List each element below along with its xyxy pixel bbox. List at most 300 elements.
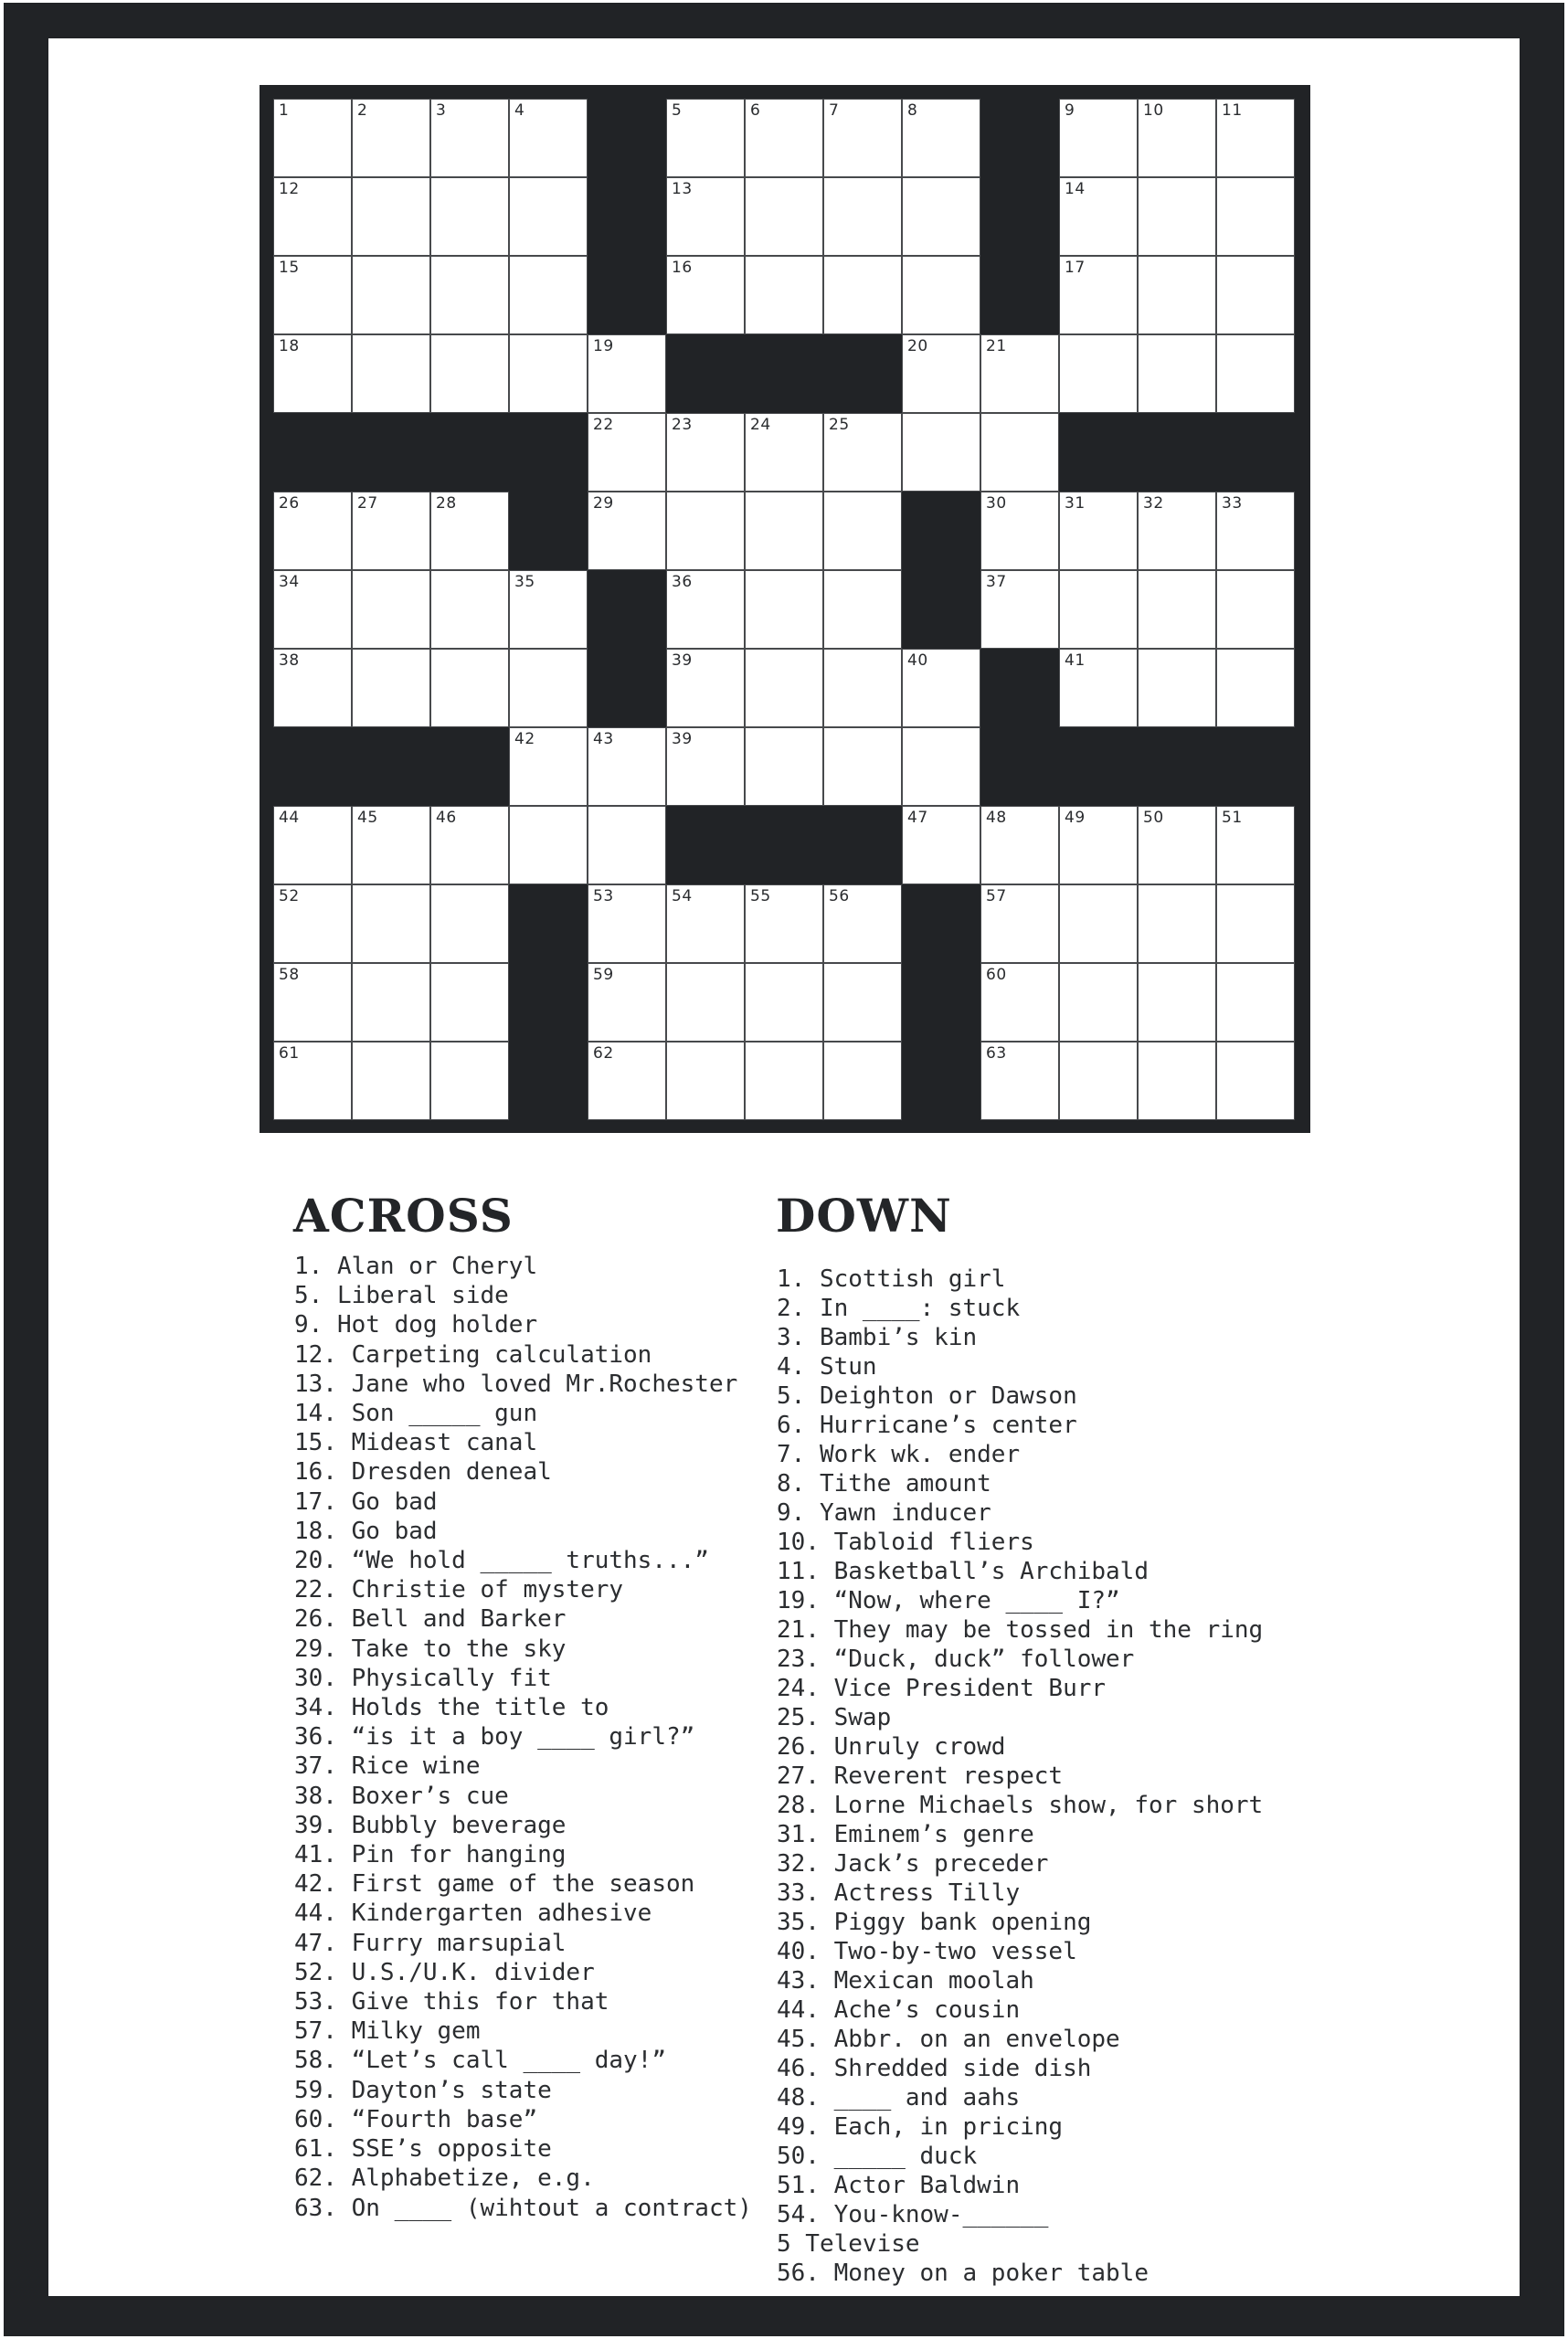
down-clue: 5 Televise [777,2230,920,2258]
grid-cell-r10c2[interactable] [352,806,430,884]
across-clue: 13. Jane who loved Mr.Rochester [294,1370,738,1398]
cell-number: 18 [279,337,300,355]
grid-cell-r8c9[interactable] [902,649,980,727]
grid-cell-r8c12[interactable] [1138,649,1216,727]
grid-cell-r4c11[interactable] [1059,334,1138,413]
grid-cell-r5c7[interactable] [745,413,823,492]
grid-cell-r11c6[interactable] [666,884,745,963]
cell-number: 51 [1222,809,1243,827]
cell-number: 44 [279,809,300,827]
grid-cell-r2c11[interactable] [1059,177,1138,256]
cell-number: 38 [279,651,300,670]
down-clue: 35. Piggy bank opening [777,1909,1092,1936]
grid-cell-r3c3[interactable] [430,256,509,334]
grid-cell-r4c10[interactable] [980,334,1059,413]
black-cell-r5c12 [1138,413,1216,492]
grid-cell-r4c1[interactable] [273,334,352,413]
grid-cell-r13c5[interactable] [588,1042,666,1120]
cell-number: 42 [514,730,535,748]
grid-cell-r3c1[interactable] [273,256,352,334]
down-clue: 46. Shredded side dish [777,2055,1092,2082]
grid-cell-r1c12[interactable] [1138,99,1216,177]
down-clue: 32. Jack’s preceder [777,1850,1049,1878]
grid-cell-r12c12[interactable] [1138,963,1216,1042]
down-clue: 45. Abbr. on an envelope [777,2026,1120,2053]
grid-cell-r11c10[interactable] [980,884,1059,963]
cell-number: 31 [1065,494,1086,513]
grid-cell-r6c13[interactable] [1216,492,1295,570]
across-clue: 36. “is it a boy ____ girl?” [294,1723,695,1752]
black-cell-r7c5 [588,570,666,649]
grid-cell-r3c9[interactable] [902,256,980,334]
cell-number: 62 [593,1044,614,1063]
black-cell-r6c4 [509,492,588,570]
down-clue: 8. Tithe amount [777,1470,991,1498]
down-clue: 24. Vice President Burr [777,1675,1107,1702]
cell-number: 57 [986,887,1007,905]
cell-number: 4 [514,101,525,120]
grid-cell-r13c1[interactable] [273,1042,352,1120]
grid-cell-r7c13[interactable] [1216,570,1295,649]
black-cell-r8c5 [588,649,666,727]
across-clue: 38. Boxer’s cue [294,1782,509,1810]
grid-cell-r1c13[interactable] [1216,99,1295,177]
grid-cell-r6c3[interactable] [430,492,509,570]
black-cell-r5c4 [509,413,588,492]
grid-cell-r5c8[interactable] [823,413,902,492]
down-clue: 49. Each, in pricing [777,2113,1064,2141]
grid-cell-r6c7[interactable] [745,492,823,570]
grid-cell-r4c2[interactable] [352,334,430,413]
black-cell-r4c6 [666,334,745,413]
cell-number: 19 [593,337,614,355]
grid-cell-r2c1[interactable] [273,177,352,256]
cell-number: 11 [1222,101,1243,120]
cell-number: 5 [672,101,683,120]
grid-cell-r9c4[interactable] [509,727,588,806]
down-clue: 28. Lorne Michaels show, for short [777,1792,1264,1819]
cell-number: 53 [593,887,614,905]
grid-cell-r8c3[interactable] [430,649,509,727]
grid-cell-r9c6[interactable] [666,727,745,806]
cell-number: 25 [829,416,850,434]
cell-number: 3 [436,101,447,120]
grid-cell-r13c12[interactable] [1138,1042,1216,1120]
across-clue: 57. Milky gem [294,2017,481,2046]
black-cell-r5c11 [1059,413,1138,492]
down-clue: 11. Basketball’s Archibald [777,1558,1149,1585]
grid-cell-r6c8[interactable] [823,492,902,570]
grid-cell-r6c5[interactable] [588,492,666,570]
black-cell-r10c6 [666,806,745,884]
down-clue: 25. Swap [777,1704,892,1731]
grid-cell-r10c10[interactable] [980,806,1059,884]
grid-cell-r10c3[interactable] [430,806,509,884]
grid-cell-r3c6[interactable] [666,256,745,334]
grid-cell-r13c6[interactable] [666,1042,745,1120]
across-clue: 18. Go bad [294,1517,438,1545]
across-clue: 53. Give this for that [294,1988,609,2016]
grid-cell-r12c1[interactable] [273,963,352,1042]
across-clue-list [294,1252,769,2223]
cell-number: 17 [1065,259,1086,277]
across-clue: 16. Dresden deneal [294,1458,552,1487]
grid-cell-r11c11[interactable] [1059,884,1138,963]
grid-cell-r5c5[interactable] [588,413,666,492]
grid-cell-r1c4[interactable] [509,99,588,177]
black-cell-r9c11 [1059,727,1138,806]
grid-cell-r8c1[interactable] [273,649,352,727]
grid-cell-r3c11[interactable] [1059,256,1138,334]
cell-number: 1 [279,101,290,120]
grid-cell-r4c4[interactable] [509,334,588,413]
black-cell-r1c10 [980,99,1059,177]
cell-number: 6 [750,101,761,120]
down-clue: 6. Hurricane’s center [777,1412,1077,1439]
down-clue: 51. Actor Baldwin [777,2172,1021,2199]
grid-cell-r1c3[interactable] [430,99,509,177]
grid-cell-r13c2[interactable] [352,1042,430,1120]
across-clue: 12. Carpeting calculation [294,1340,652,1369]
down-clue: 1. Scottish girl [777,1265,1006,1293]
black-cell-r4c7 [745,334,823,413]
down-clue: 9. Yawn inducer [777,1499,991,1527]
grid-cell-r7c12[interactable] [1138,570,1216,649]
cell-number: 45 [357,809,378,827]
grid-cell-r6c10[interactable] [980,492,1059,570]
down-clue: 33. Actress Tilly [777,1879,1021,1907]
across-clue: 62. Alphabetize, e.g. [294,2164,595,2193]
down-clue: 23. “Duck, duck” follower [777,1646,1135,1673]
grid-cell-r13c13[interactable] [1216,1042,1295,1120]
grid-cell-r1c8[interactable] [823,99,902,177]
black-cell-r8c10 [980,649,1059,727]
cell-number: 14 [1065,180,1086,198]
across-clue: 26. Bell and Barker [294,1605,567,1634]
down-heading: DOWN [776,1189,952,1243]
grid-cell-r13c8[interactable] [823,1042,902,1120]
black-cell-r9c10 [980,727,1059,806]
black-cell-r5c13 [1216,413,1295,492]
down-clue-list [777,1265,1325,2288]
grid-cell-r12c11[interactable] [1059,963,1138,1042]
grid-cell-r4c12[interactable] [1138,334,1216,413]
cell-number: 50 [1143,809,1164,827]
across-clue: 59. Dayton’s state [294,2076,552,2104]
cell-number: 10 [1143,101,1164,120]
cell-number: 8 [907,101,918,120]
cell-number: 20 [907,337,928,355]
grid-cell-r8c4[interactable] [509,649,588,727]
cell-number: 41 [1065,651,1086,670]
grid-cell-r3c4[interactable] [509,256,588,334]
cell-number: 32 [1143,494,1164,513]
grid-cell-r11c3[interactable] [430,884,509,963]
grid-cell-r3c13[interactable] [1216,256,1295,334]
cell-number: 26 [279,494,300,513]
black-cell-r5c2 [352,413,430,492]
across-clue: 20. “We hold _____ truths...” [294,1547,709,1575]
across-clue: 22. Christie of mystery [294,1576,624,1604]
grid-cell-r9c5[interactable] [588,727,666,806]
cell-number: 43 [593,730,614,748]
black-cell-r9c2 [352,727,430,806]
grid-cell-r12c3[interactable] [430,963,509,1042]
grid-cell-r7c4[interactable] [509,570,588,649]
grid-cell-r10c5[interactable] [588,806,666,884]
black-cell-r7c9 [902,570,980,649]
across-clue: 29. Take to the sky [294,1635,567,1663]
cell-number: 60 [986,966,1007,984]
cell-number: 27 [357,494,378,513]
grid-cell-r5c10[interactable] [980,413,1059,492]
across-heading: ACROSS [293,1189,514,1243]
cell-number: 40 [907,651,928,670]
cell-number: 23 [672,416,693,434]
cell-number: 28 [436,494,457,513]
down-clue: 3. Bambi’s kin [777,1324,978,1351]
grid-cell-r2c9[interactable] [902,177,980,256]
grid-cell-r11c7[interactable] [745,884,823,963]
black-cell-r9c1 [273,727,352,806]
black-cell-r12c4 [509,963,588,1042]
grid-cell-r2c8[interactable] [823,177,902,256]
grid-cell-r12c7[interactable] [745,963,823,1042]
black-cell-r9c12 [1138,727,1216,806]
grid-cell-r7c8[interactable] [823,570,902,649]
across-clue: 61. SSE’s opposite [294,2135,552,2164]
cell-number: 2 [357,101,368,120]
cell-number: 35 [514,573,535,591]
across-clue: 52. U.S./U.K. divider [294,1958,595,1986]
across-clue: 58. “Let’s call ____ day!” [294,2047,666,2075]
black-cell-r2c10 [980,177,1059,256]
cell-number: 34 [279,573,300,591]
across-clue: 30. Physically fit [294,1664,552,1692]
grid-cell-r5c6[interactable] [666,413,745,492]
down-clue: 27. Reverent respect [777,1762,1064,1790]
grid-cell-r2c12[interactable] [1138,177,1216,256]
black-cell-r3c10 [980,256,1059,334]
cell-number: 39 [672,651,693,670]
black-cell-r1c5 [588,99,666,177]
cell-number: 46 [436,809,457,827]
grid-cell-r10c9[interactable] [902,806,980,884]
cell-number: 9 [1065,101,1075,120]
down-clue: 40. Two-by-two vessel [777,1938,1077,1965]
grid-cell-r1c1[interactable] [273,99,352,177]
cell-number: 12 [279,180,300,198]
grid-cell-r1c2[interactable] [352,99,430,177]
black-cell-r13c4 [509,1042,588,1120]
cell-number: 52 [279,887,300,905]
black-cell-r13c9 [902,1042,980,1120]
grid-cell-r11c8[interactable] [823,884,902,963]
black-cell-r5c1 [273,413,352,492]
grid-cell-r12c13[interactable] [1216,963,1295,1042]
grid-cell-r4c9[interactable] [902,334,980,413]
cell-number: 36 [672,573,693,591]
black-cell-r2c5 [588,177,666,256]
black-cell-r9c13 [1216,727,1295,806]
across-clue: 41. Pin for hanging [294,1841,567,1869]
down-clue: 5. Deighton or Dawson [777,1382,1077,1410]
cell-number: 39 [672,730,693,748]
across-clue: 9. Hot dog holder [294,1311,538,1339]
grid-cell-r10c13[interactable] [1216,806,1295,884]
grid-cell-r9c8[interactable] [823,727,902,806]
black-cell-r6c9 [902,492,980,570]
grid-cell-r13c11[interactable] [1059,1042,1138,1120]
crossword-grid [273,99,1295,1120]
down-clue: 44. Ache’s cousin [777,1996,1021,2024]
grid-cell-r8c7[interactable] [745,649,823,727]
grid-cell-r7c1[interactable] [273,570,352,649]
across-clue: 5. Liberal side [294,1282,509,1310]
black-cell-r3c5 [588,256,666,334]
grid-cell-r1c6[interactable] [666,99,745,177]
grid-cell-r10c4[interactable] [509,806,588,884]
cell-number: 47 [907,809,928,827]
crossword-grid-panel [260,85,1310,1133]
down-clue: 54. You-know-______ [777,2201,1049,2228]
grid-cell-r6c11[interactable] [1059,492,1138,570]
grid-cell-r2c13[interactable] [1216,177,1295,256]
grid-cell-r6c12[interactable] [1138,492,1216,570]
grid-cell-r12c2[interactable] [352,963,430,1042]
black-cell-r4c8 [823,334,902,413]
across-clue: 47. Furry marsupial [294,1929,567,1957]
down-clue: 7. Work wk. ender [777,1441,1021,1468]
cell-number: 61 [279,1044,300,1063]
cell-number: 29 [593,494,614,513]
grid-cell-r10c12[interactable] [1138,806,1216,884]
grid-cell-r4c13[interactable] [1216,334,1295,413]
across-clue: 34. Holds the title to [294,1694,609,1722]
grid-cell-r2c4[interactable] [509,177,588,256]
grid-cell-r11c13[interactable] [1216,884,1295,963]
across-clue: 17. Go bad [294,1487,438,1516]
cell-number: 59 [593,966,614,984]
grid-cell-r3c7[interactable] [745,256,823,334]
down-clue: 43. Mexican moolah [777,1967,1034,1995]
down-clue: 10. Tabloid fliers [777,1529,1034,1556]
across-clue: 39. Bubbly beverage [294,1811,567,1839]
down-clue: 26. Unruly crowd [777,1733,1006,1761]
grid-cell-r7c7[interactable] [745,570,823,649]
grid-cell-r3c8[interactable] [823,256,902,334]
cell-number: 37 [986,573,1007,591]
grid-cell-r2c6[interactable] [666,177,745,256]
cell-number: 54 [672,887,693,905]
cell-number: 24 [750,416,771,434]
down-clue: 48. ____ and aahs [777,2084,1021,2111]
grid-cell-r4c3[interactable] [430,334,509,413]
cell-number: 22 [593,416,614,434]
cell-number: 33 [1222,494,1243,513]
across-clue: 42. First game of the season [294,1870,695,1899]
cell-number: 13 [672,180,693,198]
grid-cell-r10c11[interactable] [1059,806,1138,884]
grid-cell-r11c1[interactable] [273,884,352,963]
grid-cell-r9c7[interactable] [745,727,823,806]
grid-cell-r13c3[interactable] [430,1042,509,1120]
grid-cell-r12c5[interactable] [588,963,666,1042]
grid-cell-r10c1[interactable] [273,806,352,884]
grid-cell-r7c11[interactable] [1059,570,1138,649]
grid-cell-r12c6[interactable] [666,963,745,1042]
grid-cell-r13c10[interactable] [980,1042,1059,1120]
grid-cell-r12c10[interactable] [980,963,1059,1042]
grid-cell-r2c7[interactable] [745,177,823,256]
cell-number: 55 [750,887,771,905]
black-cell-r10c8 [823,806,902,884]
cell-number: 16 [672,259,693,277]
cell-number: 49 [1065,809,1086,827]
grid-cell-r6c1[interactable] [273,492,352,570]
grid-cell-r9c9[interactable] [902,727,980,806]
grid-cell-r11c5[interactable] [588,884,666,963]
grid-cell-r1c7[interactable] [745,99,823,177]
grid-cell-r8c13[interactable] [1216,649,1295,727]
grid-cell-r5c9[interactable] [902,413,980,492]
across-clue: 63. On ____ (wihtout a contract) [294,2194,752,2222]
grid-cell-r3c2[interactable] [352,256,430,334]
grid-cell-r8c6[interactable] [666,649,745,727]
cell-number: 48 [986,809,1007,827]
black-cell-r12c9 [902,963,980,1042]
grid-cell-r4c5[interactable] [588,334,666,413]
grid-cell-r7c2[interactable] [352,570,430,649]
across-clue: 44. Kindergarten adhesive [294,1900,652,1928]
grid-cell-r6c2[interactable] [352,492,430,570]
black-cell-r5c3 [430,413,509,492]
across-clue: 15. Mideast canal [294,1429,538,1457]
grid-cell-r1c11[interactable] [1059,99,1138,177]
cell-number: 7 [829,101,840,120]
grid-cell-r2c2[interactable] [352,177,430,256]
grid-cell-r7c6[interactable] [666,570,745,649]
cell-number: 30 [986,494,1007,513]
grid-cell-r6c6[interactable] [666,492,745,570]
grid-cell-r13c7[interactable] [745,1042,823,1120]
grid-cell-r7c3[interactable] [430,570,509,649]
across-clue: 37. Rice wine [294,1752,481,1781]
grid-cell-r2c3[interactable] [430,177,509,256]
down-clue: 50. _____ duck [777,2143,978,2170]
grid-cell-r11c12[interactable] [1138,884,1216,963]
grid-cell-r11c2[interactable] [352,884,430,963]
cell-number: 63 [986,1044,1007,1063]
grid-cell-r3c12[interactable] [1138,256,1216,334]
grid-cell-r8c2[interactable] [352,649,430,727]
black-cell-r9c3 [430,727,509,806]
across-clue: 1. Alan or Cheryl [294,1253,538,1280]
cell-number: 21 [986,337,1007,355]
grid-cell-r12c8[interactable] [823,963,902,1042]
grid-cell-r1c9[interactable] [902,99,980,177]
grid-cell-r8c11[interactable] [1059,649,1138,727]
grid-cell-r7c10[interactable] [980,570,1059,649]
across-clue: 60. “Fourth base” [294,2105,538,2133]
grid-cell-r8c8[interactable] [823,649,902,727]
cell-number: 15 [279,259,300,277]
down-clue: 2. In ____: stuck [777,1295,1021,1322]
black-cell-r11c9 [902,884,980,963]
cell-number: 56 [829,887,850,905]
down-clue: 31. Eminem’s genre [777,1821,1034,1848]
black-cell-r11c4 [509,884,588,963]
